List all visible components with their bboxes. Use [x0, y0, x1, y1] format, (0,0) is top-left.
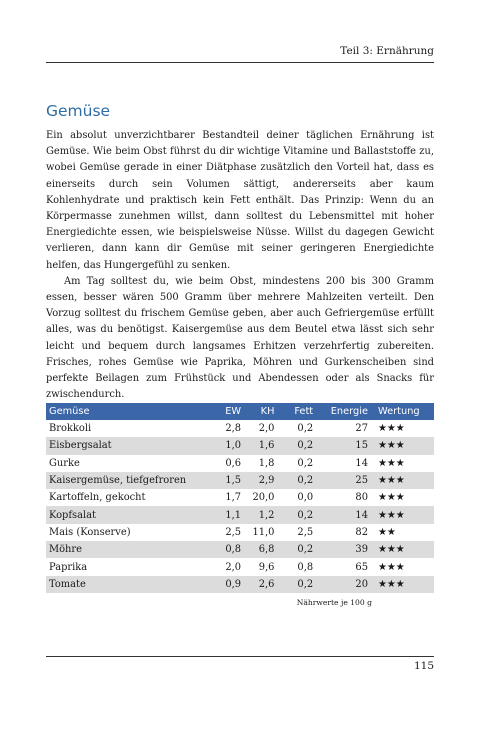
- header-name: Gemüse: [46, 403, 215, 420]
- table-row: [46, 455, 434, 472]
- table-row: [46, 524, 434, 541]
- star-rating-icon: ★★★: [377, 561, 405, 573]
- cell-kh: 11,0: [252, 526, 275, 538]
- table-row: [46, 541, 434, 558]
- footer-rule: [46, 656, 434, 657]
- cell-kh: 9,6: [258, 561, 275, 573]
- nutrition-table: [46, 403, 434, 593]
- star-rating-icon: ★★★: [377, 423, 405, 435]
- body-text: [46, 128, 434, 403]
- header-kh: KH: [243, 403, 276, 420]
- cell-fett: 0,8: [297, 561, 314, 573]
- cell-kh: 2,0: [258, 423, 275, 435]
- cell-energie: 65: [355, 561, 368, 573]
- star-rating-icon: ★★★: [370, 506, 434, 523]
- cell-name: Brokkoli: [49, 423, 92, 435]
- cell-ew: 0,8: [215, 541, 243, 558]
- cell-name: Tomate: [46, 576, 215, 593]
- header-rule: [46, 62, 434, 63]
- table-row: [46, 558, 434, 575]
- cell-ew: 1,7: [225, 492, 242, 504]
- cell-fett: 0,2: [297, 423, 314, 435]
- cell-fett: 0,2: [276, 576, 315, 593]
- cell-fett: 0,2: [276, 506, 315, 523]
- cell-fett: 0,0: [297, 492, 314, 504]
- cell-fett: 2,5: [297, 526, 314, 538]
- star-rating-icon: ★★★: [377, 457, 405, 469]
- cell-name: Kartoffeln, gekocht: [49, 492, 146, 504]
- cell-ew: 2,0: [225, 561, 242, 573]
- table-row: [46, 420, 434, 437]
- cell-name: Paprika: [49, 561, 88, 573]
- header-fett: Fett: [276, 403, 315, 420]
- star-rating-icon: ★★: [377, 526, 396, 538]
- table-row: [46, 472, 434, 489]
- cell-energie: 25: [315, 472, 370, 489]
- section-title: Gemüse: [46, 102, 111, 120]
- star-rating-icon: ★★★: [370, 576, 434, 593]
- page-number: 115: [413, 660, 434, 672]
- cell-name: Möhre: [46, 541, 215, 558]
- cell-name: Kopfsalat: [46, 506, 215, 523]
- cell-energie: 27: [355, 423, 368, 435]
- cell-kh: 6,8: [243, 541, 276, 558]
- header-ew: EW: [215, 403, 243, 420]
- table-header-row: [46, 403, 434, 420]
- cell-name: Gurke: [49, 457, 80, 469]
- cell-kh: 20,0: [252, 492, 275, 504]
- header-energie: Energie: [315, 403, 370, 420]
- cell-energie: 14: [355, 457, 368, 469]
- running-header: Teil 3: Ernährung: [340, 45, 434, 57]
- cell-kh: 2,9: [243, 472, 276, 489]
- header-wertung: Wertung: [370, 403, 434, 420]
- cell-fett: 0,2: [276, 541, 315, 558]
- cell-fett: 0,2: [297, 457, 314, 469]
- table-row: [46, 489, 434, 506]
- star-rating-icon: ★★★: [370, 437, 434, 454]
- cell-name: Kaisergemüse, tiefgefroren: [46, 472, 215, 489]
- cell-energie: 39: [315, 541, 370, 558]
- cell-energie: 82: [355, 526, 368, 538]
- cell-kh: 2,6: [243, 576, 276, 593]
- cell-energie: 80: [355, 492, 368, 504]
- cell-ew: 2,8: [225, 423, 242, 435]
- cell-kh: 1,8: [258, 457, 275, 469]
- cell-ew: 2,5: [225, 526, 242, 538]
- star-rating-icon: ★★★: [370, 541, 434, 558]
- table-footnote: Nährwerte je 100 g: [296, 598, 372, 607]
- star-rating-icon: ★★★: [377, 492, 405, 504]
- cell-ew: 0,9: [215, 576, 243, 593]
- cell-fett: 0,2: [276, 437, 315, 454]
- cell-kh: 1,2: [243, 506, 276, 523]
- cell-kh: 1,6: [243, 437, 276, 454]
- paragraph-1: Ein absolut unverzichtbarer Bestandteil deiner täglichen Ernährung ist Gemüse. Wie beim Obst führst du dir wichtige Vitamine und Ballaststoffe zu, wobei Gemüse gerade in einer Diätphase zusätzlich den Vorteil hat, dass es einerseits durch sein Volumen sättigt, andererseits aber kaum Kohlenhydrate und praktisch kein Fett enthält. Das Prinzip: Wenn du an Körpermasse zunehmen willst, dann solltest du Lebensmittel mit hoher Energiedichte essen, wie beispielsweise Nüsse. Willst du dagegen Gewicht verlieren, dann kann dir Gemüse mit seiner geringeren Energiedichte helfen, das Hungergefühl zu senken.: [46, 130, 434, 271]
- cell-name: Eisbergsalat: [46, 437, 215, 454]
- star-rating-icon: ★★★: [370, 472, 434, 489]
- cell-ew: 1,0: [215, 437, 243, 454]
- cell-ew: 0,6: [225, 457, 242, 469]
- paragraph-2: Am Tag solltest du, wie beim Obst, mindestens 200 bis 300 Gramm essen, besser wären 500 Gramm über mehrere Mahlzeiten verteilt. Den Vorzug solltest du frischem Gemüse geben, aber auch Gefriergemüse erfüllt alles, was du benötigst. Kaisergemüse aus dem Beutel etwa lässt sich sehr leicht und bequem durch langsames Erhitzen verzehrfertig zubereiten. Frisches, rohes Gemüse wie Paprika, Möhren und Gurkenscheiben sind perfekte Beilagen zum Frühstück und Abendessen oder als Snacks für zwischendurch.: [46, 275, 434, 401]
- cell-ew: 1,5: [215, 472, 243, 489]
- table-row: [46, 437, 434, 454]
- cell-energie: 20: [315, 576, 370, 593]
- table-row: [46, 576, 434, 593]
- cell-name: Mais (Konserve): [49, 526, 131, 538]
- cell-ew: 1,1: [215, 506, 243, 523]
- cell-energie: 14: [315, 506, 370, 523]
- cell-energie: 15: [315, 437, 370, 454]
- table-row: [46, 506, 434, 523]
- cell-fett: 0,2: [276, 472, 315, 489]
